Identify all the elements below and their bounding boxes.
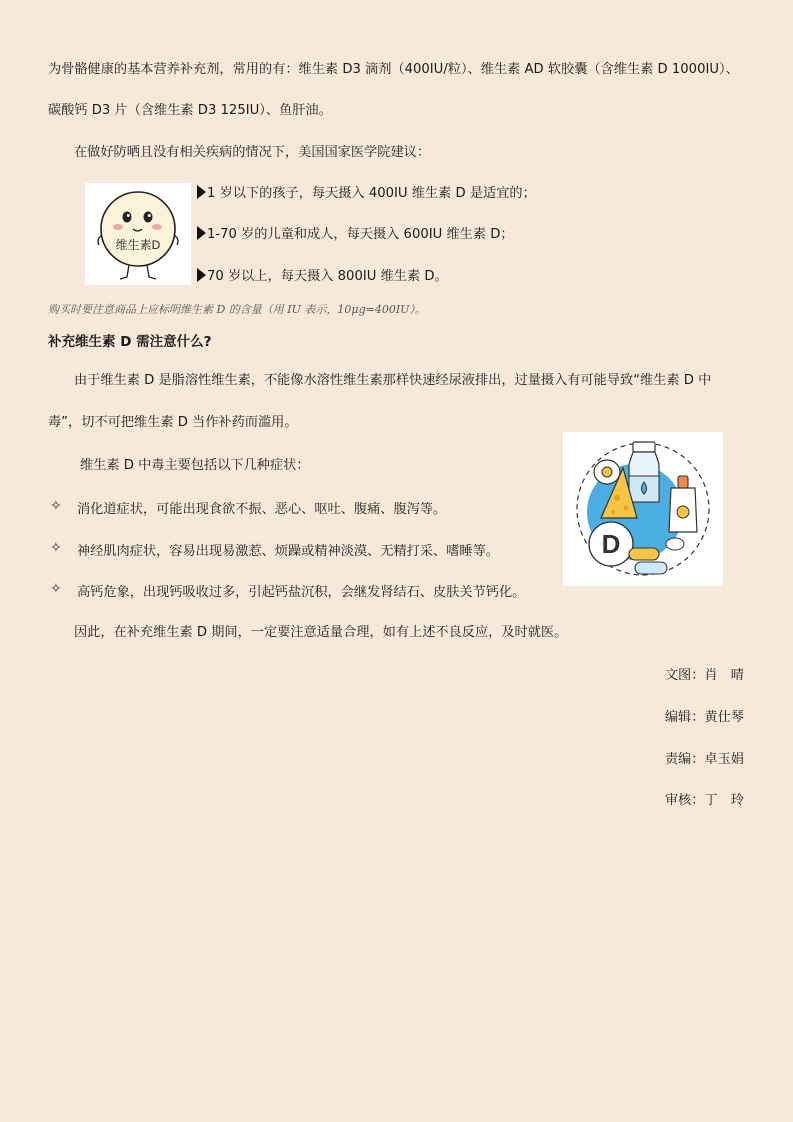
recommendation-item: [197, 267, 448, 287]
mascot-label: 维生素D: [115, 238, 161, 252]
symptom-item: 神经肌肉症状，容易出现易激惹、烦躁或精神淡漠、无精打采、嗜睡等。: [77, 544, 499, 559]
recommendation-text: 70 岁以上，每天摄入 800IU 维生素 D。: [207, 269, 448, 284]
intro-line-2: 碳酸钙 D3 片（含维生素 D3 125IU）、鱼肝油。: [48, 103, 332, 118]
purchase-note: 购买时要注意商品上应标明维生素 D 的含量（用 IU 表示，10μg=400IU）。: [48, 303, 426, 316]
body-line-3: 维生素 D 中毒主要包括以下几种症状：: [80, 458, 310, 473]
triangle-bullet-icon: [197, 185, 206, 199]
vitamin-d-mascot-image: [85, 183, 191, 285]
svg-text:D: D: [601, 529, 621, 559]
intro-line-1: 为骨骼健康的基本营养补充剂，常用的有：维生素 D3 滴剂（400IU/粒）、维生素 AD 软胶囊（含维生素 D 1000IU）、: [48, 62, 739, 77]
symptom-item: 高钙危象，出现钙吸收过多，引起钙盐沉积，会继发肾结石、皮肤关节钙化。: [77, 585, 526, 600]
triangle-bullet-icon: [197, 226, 206, 240]
recommendation-text: 1-70 岁的儿童和成人，每天摄入 600IU 维生素 D；: [207, 227, 514, 242]
section-heading: 补充维生素 D 需注意什么?: [48, 334, 212, 350]
recommendation-text: 1 岁以下的孩子，每天摄入 400IU 维生素 D 是适宜的；: [207, 186, 536, 201]
symptom-item: 消化道症状，可能出现食欲不振、恶心、呕吐、腹痛、腹泻等。: [77, 502, 447, 517]
symptom-marker-icon: ✧: [50, 540, 62, 556]
credit-author: 文图：肖 晴: [664, 668, 744, 683]
conclusion-paragraph: 因此，在补充维生素 D 期间，一定要注意适量合理，如有上述不良反应，及时就医。: [74, 625, 568, 640]
vitamin-d-foods-illustration: [563, 432, 723, 586]
body-line-2: 毒”，切不可把维生素 D 当作补药而滥用。: [48, 415, 298, 430]
recommendation-item: [197, 184, 536, 204]
intro-line-3: 在做好防晒且没有相关疾病的情况下，美国国家医学院建议：: [74, 145, 431, 160]
triangle-bullet-icon: [197, 268, 206, 282]
body-line-1: 由于维生素 D 是脂溶性维生素，不能像水溶性维生素那样快速经尿液排出，过量摄入有可能导致“维生素 D 中: [74, 373, 712, 388]
symptom-marker-icon: ✧: [50, 581, 62, 597]
recommendation-item: [197, 225, 514, 245]
credit-chief-editor: 责编：卓玉娟: [664, 752, 744, 767]
symptom-marker-icon: ✧: [50, 498, 62, 514]
credit-editor: 编辑：黄仕琴: [664, 710, 744, 725]
credit-reviewer: 审核：丁 玲: [664, 793, 744, 808]
